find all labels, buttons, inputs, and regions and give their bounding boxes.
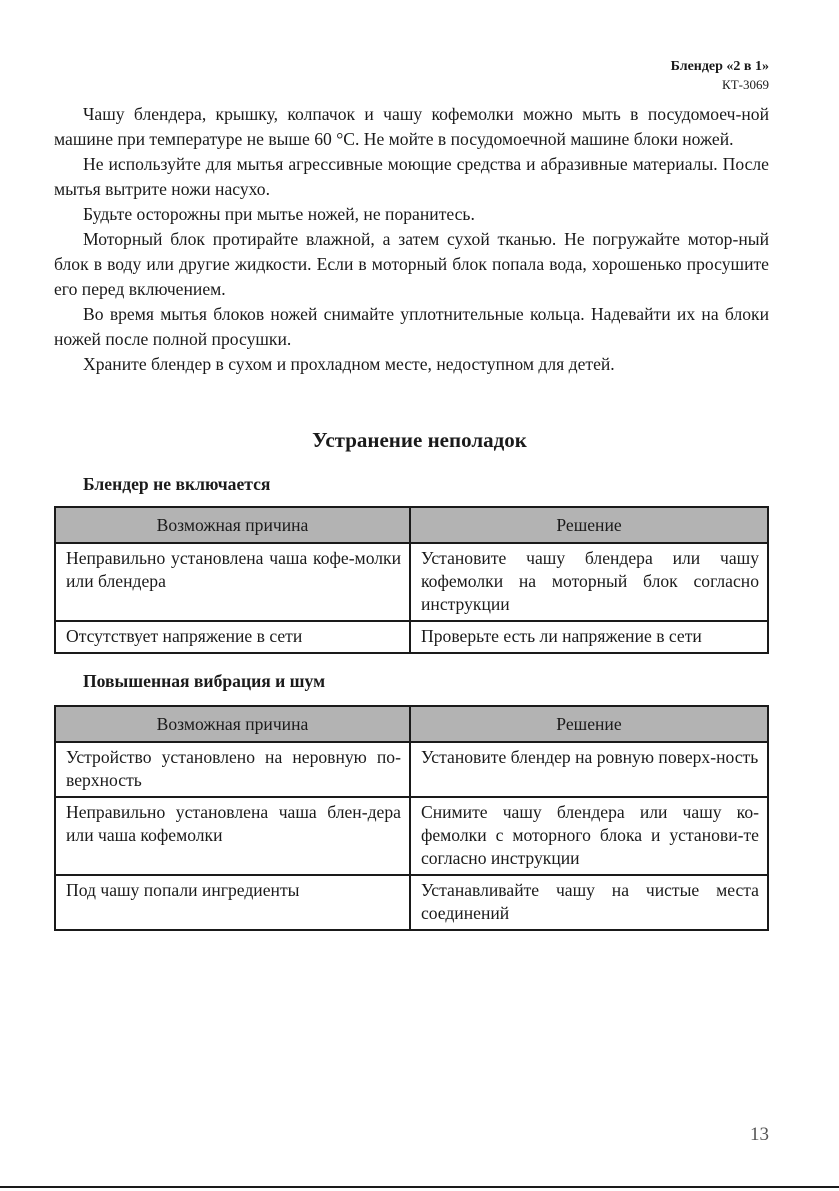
solution-cell: Снимите чашу блендера или чашу ко-фемолки с моторного блока и установи-те согласно инструкции [410,797,768,875]
running-header [671,58,769,94]
table-header-row [55,507,768,543]
column-header-solution: Решение [410,706,768,742]
page-bottom-rule [0,1186,839,1188]
cause-cell: Под чашу попали ингредиенты [55,875,410,930]
table-row [55,875,768,930]
solution-cell: Устанавливайте чашу на чистые места соединений [410,875,768,930]
paragraph: Не используйте для мытья агрессивные моющие средства и абразивные материалы. После мытья вытрите ножи насухо. [54,154,769,199]
paragraph: Чашу блендера, крышку, колпачок и чашу кофемолки можно мыть в посудомоеч-ной машине при температуре не выше 60 °С. Не мойте в посудомоечной машине блоки ножей. [54,104,769,149]
troubleshooting-table-vibration [54,705,769,931]
table-header-row [55,706,768,742]
troubleshooting-table-no-power [54,506,769,654]
solution-cell: Проверьте есть ли напряжение в сети [410,621,768,653]
problem-title-no-power: Блендер не включается [83,474,271,494]
paragraph: Моторный блок протирайте влажной, а затем сухой тканью. Не погружайте мотор-ный блок в воду или другие жидкости. Если в моторный блок попала вода, хорошенько просушите его перед включением. [54,229,769,299]
column-header-solution: Решение [410,507,768,543]
cause-cell: Неправильно установлена чаша кофе-молки или блендера [55,543,410,621]
table-row [55,742,768,797]
header-model-code: КТ-3069 [722,77,769,92]
table-row [55,543,768,621]
solution-cell: Установите блендер на ровную поверх-ность [410,742,768,797]
cause-cell: Устройство установлено на неровную по-верхность [55,742,410,797]
column-header-cause: Возможная причина [55,706,410,742]
table-row [55,621,768,653]
page-number: 13 [750,1124,769,1145]
paragraph: Во время мытья блоков ножей снимайте уплотнительные кольца. Надевайти их на блоки ножей после полной просушки. [54,304,769,349]
column-header-cause: Возможная причина [55,507,410,543]
section-title: Устранение неполадок [312,428,527,452]
cause-cell: Отсутствует напряжение в сети [55,621,410,653]
problem-title-vibration: Повышенная вибрация и шум [83,671,326,691]
cause-cell: Неправильно установлена чаша блен-дера или чаша кофемолки [55,797,410,875]
header-product-name: Блендер «2 в 1» [670,59,769,74]
solution-cell: Установите чашу блендера или чашу кофемолки на моторный блок согласно инструкции [410,543,768,621]
paragraph: Будьте осторожны при мытье ножей, не поранитесь. [83,204,475,224]
care-instructions [54,102,769,377]
paragraph: Храните блендер в сухом и прохладном месте, недоступном для детей. [83,354,615,374]
table-row [55,797,768,875]
